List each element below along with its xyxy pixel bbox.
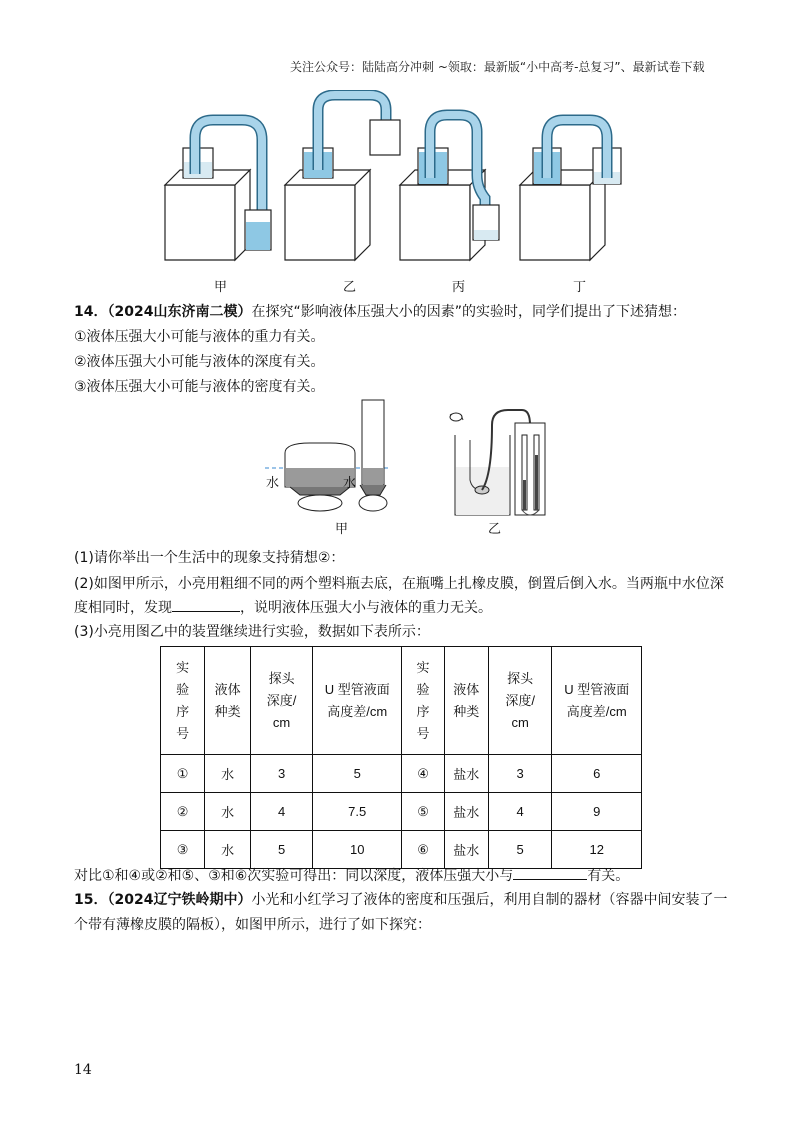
q14-intro: 在探究“影响液体压强大小的因素”的实验时，同学们提出了下述猜想： [251, 304, 686, 320]
q14-conclusion [74, 866, 629, 886]
q14-intro-line [74, 302, 686, 322]
q14-part2-line1: (2)如图甲所示，小亮用粗细不同的两个塑料瓶去底，在瓶嘴上扎橡皮膜，倒置后倒入水。当两瓶中水位深 [74, 576, 724, 592]
answer-blank-2[interactable] [513, 879, 587, 880]
page-header: 关注公众号：陆陆高分冲刺 ~领取：最新版“小中高考-总复习”、最新试卷下载 [290, 60, 705, 74]
pressure-figure [260, 395, 560, 525]
q14-conclusion-after: 有关。 [587, 868, 630, 884]
q14-part2-line2 [74, 598, 492, 618]
q15-number: 15． [74, 892, 108, 908]
q14-part2-after: ，说明液体压强大小与液体的重力无关。 [240, 600, 492, 616]
cell: 9 [552, 793, 642, 831]
q14-part1: (1)请你举出一个生活中的现象支持猜想②： [74, 550, 345, 566]
siphon-setup-yi [285, 95, 400, 260]
narrow-bottle [359, 400, 387, 511]
figure-label-yi: 乙 [343, 280, 357, 295]
th-liquid-2: 液体 种类 [444, 647, 488, 755]
q14-hypothesis-2: ②液体压强大小可能与液体的深度有关。 [74, 354, 325, 370]
siphon-setup-bing [400, 115, 499, 260]
cell: 水 [205, 793, 251, 831]
data-table [160, 646, 642, 869]
cell: ③ [161, 831, 205, 869]
cell: 盐水 [444, 831, 488, 869]
page-number: 14 [74, 1062, 92, 1078]
cell: ⑤ [402, 793, 444, 831]
q14-number: 14． [74, 304, 108, 320]
cell: 3 [488, 755, 552, 793]
cell: 盐水 [444, 755, 488, 793]
cell: 10 [312, 831, 401, 869]
label-fig-jia: 甲 [335, 522, 349, 537]
cell: 水 [205, 831, 251, 869]
q14-conclusion-before: 对比①和④或②和⑤、③和⑥次实验可得出：同以深度，液体压强大小与 [74, 868, 514, 884]
u-tube-manometer [515, 423, 545, 515]
siphon-setup-ding [520, 120, 621, 260]
siphon-figure [150, 90, 670, 265]
q15-line2: 个带有薄橡皮膜的隔板），如图甲所示，进行了如下探究： [74, 917, 431, 933]
answer-blank-1[interactable] [172, 611, 240, 612]
th-depth-2: 探头 深度/ cm [488, 647, 552, 755]
q14-source: （2024山东济南二模） [107, 304, 252, 320]
cell: ⑥ [402, 831, 444, 869]
cell: 5 [251, 831, 313, 869]
q14-hypothesis-1: ①液体压强大小可能与液体的重力有关。 [74, 329, 325, 345]
th-depth-1: 探头 深度/ cm [251, 647, 313, 755]
cell: 水 [205, 755, 251, 793]
cell: 5 [312, 755, 401, 793]
figure-label-ding: 丁 [573, 280, 587, 295]
q15-line1 [74, 890, 727, 910]
table-row [161, 793, 642, 831]
q15-source: （2024辽宁铁岭期中） [107, 892, 252, 908]
th-liquid-1: 液体 种类 [205, 647, 251, 755]
th-seq-2: 实 验 序 号 [402, 647, 444, 755]
label-water-right: 水 [343, 476, 357, 491]
figure-label-jia: 甲 [214, 280, 228, 295]
cell: 12 [552, 831, 642, 869]
th-height-1: U 型管液面 高度差/cm [312, 647, 401, 755]
th-seq-1: 实 验 序 号 [161, 647, 205, 755]
label-water-left: 水 [266, 476, 280, 491]
cell: ④ [402, 755, 444, 793]
cell: ① [161, 755, 205, 793]
q15-text1: 小光和小红学习了液体的密度和压强后，利用自制的器材（容器中间安装了一 [251, 892, 728, 908]
table-row [161, 755, 642, 793]
siphon-setup-jia [165, 120, 271, 260]
q14-hypothesis-3: ③液体压强大小可能与液体的密度有关。 [74, 379, 325, 395]
cell: 4 [251, 793, 313, 831]
cell: 5 [488, 831, 552, 869]
th-height-2: U 型管液面 高度差/cm [552, 647, 642, 755]
label-fig-yi: 乙 [488, 522, 502, 537]
cell: 6 [552, 755, 642, 793]
cell: 盐水 [444, 793, 488, 831]
q14-part2-before: 度相同时，发现 [74, 600, 172, 616]
cell: 3 [251, 755, 313, 793]
cell: ② [161, 793, 205, 831]
table-row [161, 831, 642, 869]
q14-part3: (3)小亮用图乙中的装置继续进行实验，数据如下表所示： [74, 624, 430, 640]
table-header-row [161, 647, 642, 755]
cell: 4 [488, 793, 552, 831]
figure-label-bing: 丙 [452, 280, 466, 295]
cell: 7.5 [312, 793, 401, 831]
